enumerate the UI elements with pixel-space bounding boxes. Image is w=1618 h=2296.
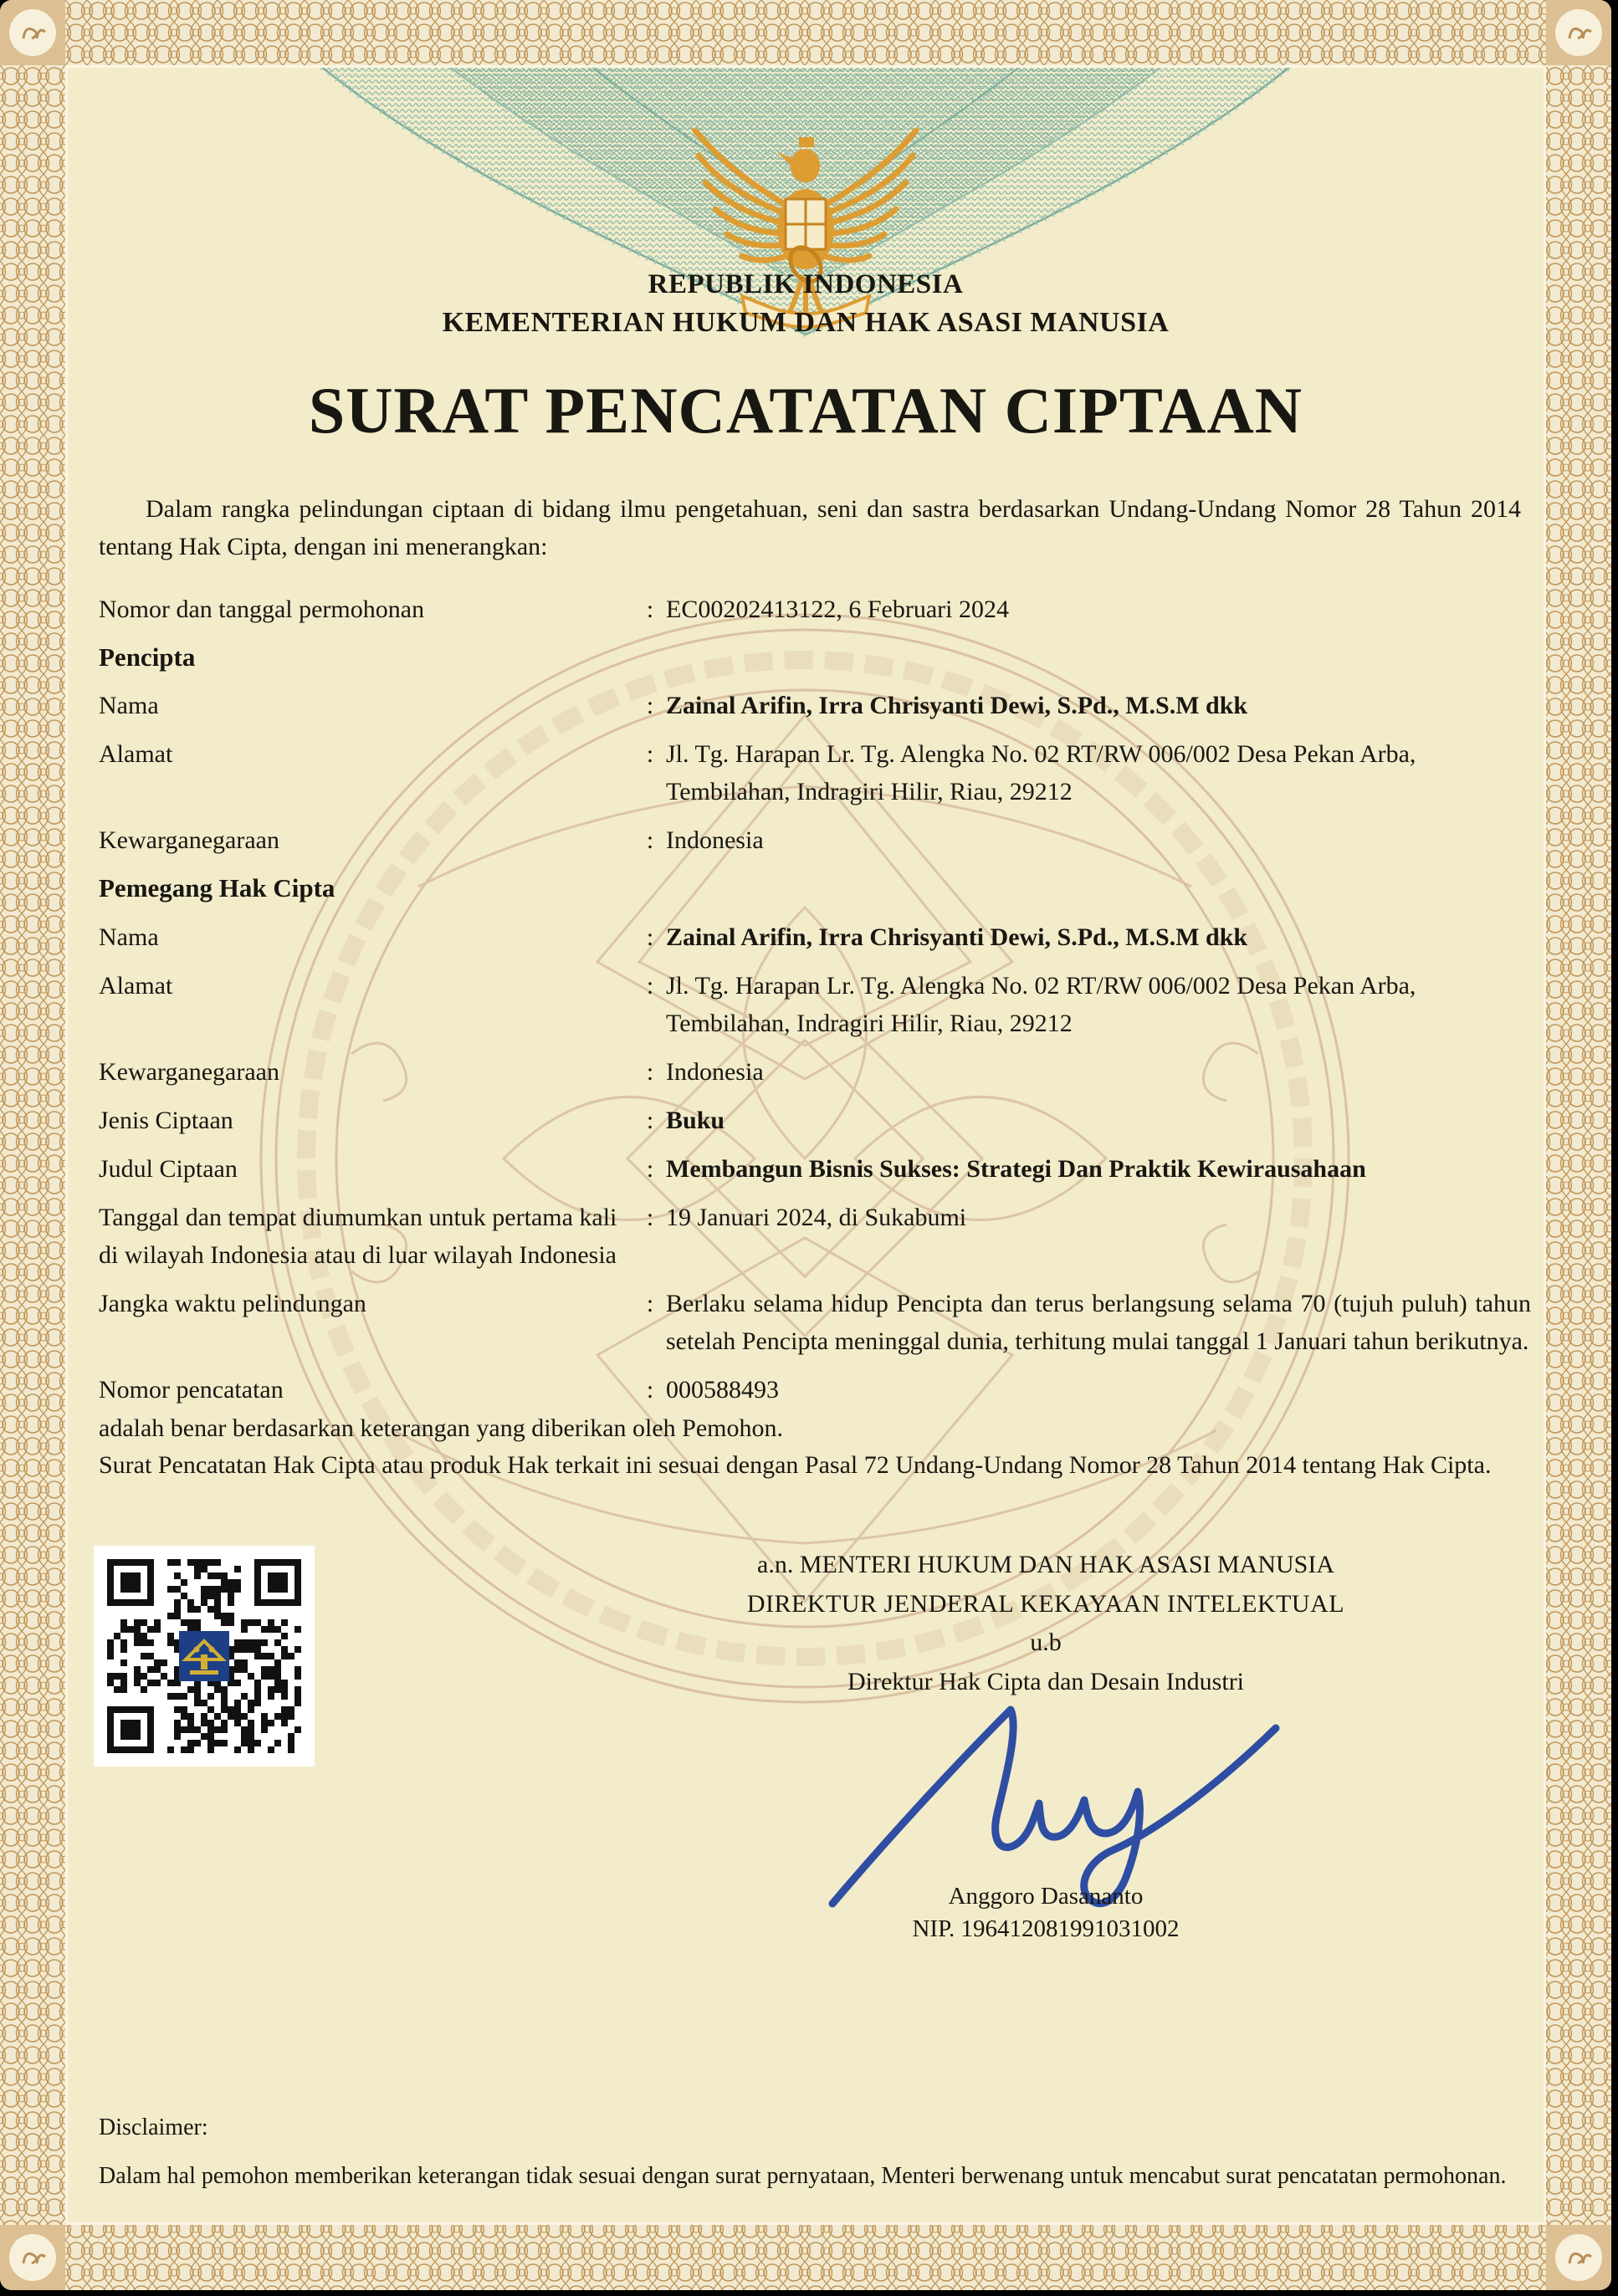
field-value: 19 Januari 2024, di Sukabumi (666, 1203, 967, 1231)
field-value: Indonesia (666, 826, 764, 855)
official-title: Direktur Hak Cipta dan Desain Industri (847, 1667, 1245, 1695)
record-rows (99, 591, 1531, 1419)
field-label: Judul Ciptaan (99, 1154, 238, 1183)
colon-separator: : (646, 692, 654, 720)
field-value: Buku (666, 1106, 725, 1134)
closing-line-2: Surat Pencatatan Hak Cipta atau produk Hak terkait ini sesuai dengan Pasal 72 Undang-Undang Nomor 28 Tahun 2014 tentang Hak Cipta. (99, 1450, 1492, 1479)
colon-separator: : (646, 1289, 654, 1317)
record-row (99, 1150, 1531, 1188)
colon-separator: : (646, 826, 654, 855)
disclaimer-text: Dalam hal pemohon memberikan keterangan tidak sesuai dengan surat pernyataan, Menteri berwenang untuk mencabut surat pencatatan permohonan. (99, 2163, 1507, 2189)
field-label: Nomor pencatatan (99, 1375, 284, 1404)
field-value: Zainal Arifin, Irra Chrisyanti Dewi, S.Pd., M.S.M dkk (666, 692, 1248, 720)
record-row (99, 687, 1531, 724)
record-row (99, 591, 1531, 628)
colon-separator: : (646, 971, 654, 1000)
colon-separator: : (646, 740, 654, 769)
closing-statement (99, 1410, 1578, 1483)
official-name: Anggoro Dasananto (948, 1883, 1144, 1910)
field-label: Jenis Ciptaan (99, 1106, 233, 1134)
on-behalf-line: a.n. MENTERI HUKUM DAN HAK ASASI MANUSIA (757, 1551, 1334, 1578)
record-row (99, 821, 1531, 859)
colon-separator: : (646, 596, 654, 623)
colon-separator: : (646, 1375, 654, 1404)
field-value: Berlaku selama hidup Pencipta dan terus berlangsung selama 70 (tujuh puluh) tahun setelah Pencipta meninggal dunia, terhitung mulai tanggal 1 Januari tahun berikutnya. (666, 1289, 1531, 1355)
colon-separator: : (646, 1203, 654, 1231)
record-row (99, 1371, 1531, 1409)
signing-authority-block (577, 1546, 1514, 1701)
colon-separator: : (646, 1154, 654, 1183)
qr-code (94, 1546, 315, 1767)
official-nip: NIP. 196412081991031002 (912, 1915, 1180, 1943)
field-label: Alamat (99, 740, 173, 769)
kemenkumham-logo (179, 1631, 229, 1681)
directorate-line: DIREKTUR JENDERAL KEKAYAAN INTELEKTUAL (746, 1589, 1345, 1618)
field-value: 000588493 (666, 1375, 779, 1404)
field-value: Jl. Tg. Harapan Lr. Tg. Alengka No. 02 RT/RW 006/002 Desa Pekan Arba, Tembilahan, Indragiri Hilir, Riau, 29212 (666, 971, 1416, 1037)
record-row (99, 1199, 1531, 1274)
field-value: Jl. Tg. Harapan Lr. Tg. Alengka No. 02 RT/RW 006/002 Desa Pekan Arba, Tembilahan, Indragiri Hilir, Riau, 29212 (666, 740, 1416, 806)
field-value: EC00202413122, 6 Februari 2024 (666, 596, 1009, 623)
field-label: Nama (99, 692, 159, 720)
record-row (99, 735, 1531, 811)
field-value: Membangun Bisnis Sukses: Strategi Dan Praktik Kewirausahaan (666, 1154, 1366, 1183)
closing-line-1: adalah benar berdasarkan keterangan yang diberikan oleh Pemohon. (99, 1414, 783, 1442)
record-row (99, 1285, 1531, 1360)
ub-line: u.b (1030, 1629, 1062, 1656)
official-identity (577, 1880, 1514, 1946)
record-row (99, 967, 1531, 1042)
intro-paragraph: Dalam rangka pelindungan ciptaan di bidang ilmu pengetahuan, seni dan sastra berdasarkan Undang-Undang Nomor 28 Tahun 2014 tentang Hak Cipta, dengan ini menerangkan: (99, 495, 1521, 560)
colon-separator: : (646, 1057, 654, 1086)
ministry-name: KEMENTERIAN HUKUM DAN HAK ASASI MANUSIA (442, 307, 1170, 338)
field-label: Tanggal dan tempat diumumkan untuk pertama kali di wilayah Indonesia atau di luar wilayah Indonesia (99, 1203, 617, 1269)
record-row (99, 1053, 1531, 1091)
section-heading: Pemegang Hak Cipta (99, 873, 335, 903)
field-label: Nomor dan tanggal permohonan (99, 596, 425, 623)
section-heading: Pencipta (99, 642, 196, 672)
colon-separator: : (646, 1106, 654, 1134)
field-label: Jangka waktu pelindungan (99, 1289, 366, 1317)
field-value: Zainal Arifin, Irra Chrisyanti Dewi, S.Pd., M.S.M dkk (666, 923, 1248, 951)
field-value: Indonesia (666, 1057, 764, 1086)
field-label: Kewarganegaraan (99, 826, 279, 855)
field-label: Nama (99, 923, 159, 951)
record-row (99, 918, 1531, 956)
disclaimer-label: Disclaimer: (99, 2114, 208, 2140)
field-label: Alamat (99, 971, 173, 1000)
certificate-title: SURAT PENCATATAN CIPTAAN (308, 374, 1303, 447)
country-name: REPUBLIK INDONESIA (648, 269, 964, 299)
colon-separator: : (646, 923, 654, 951)
record-row (99, 1102, 1531, 1139)
field-label: Kewarganegaraan (99, 1057, 279, 1086)
